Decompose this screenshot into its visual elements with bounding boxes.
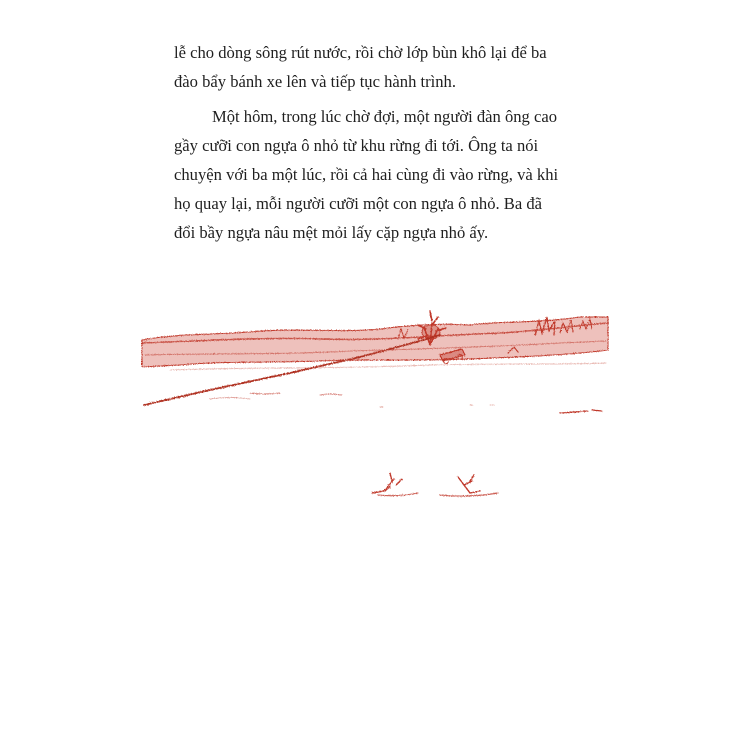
paragraph-2 (174, 102, 594, 247)
text-line: chuyện với ba một lúc, rồi cả hai cùng đi vào rừng, và khi (174, 165, 559, 184)
body-text (174, 38, 594, 247)
text-line: Một hôm, trong lúc chờ đợi, một người đàn ông cao (212, 107, 558, 126)
text-line: đổi bầy ngựa nâu mệt mỏi lấy cặp ngựa nhỏ ấy. (174, 223, 489, 242)
twig-sketch (372, 473, 402, 493)
text-line: lễ cho dòng sông rút nước, rồi chờ lớp bùn khô lại để ba (174, 43, 547, 62)
text-line: đào bẩy bánh xe lên và tiếp tục hành trình. (174, 72, 457, 91)
river-landscape-illustration (140, 295, 610, 515)
paragraph-1 (174, 38, 594, 96)
text-line: gầy cưỡi con ngựa ô nhỏ từ khu rừng đi tới. Ông ta nói (174, 136, 539, 155)
text-line: họ quay lại, mỗi người cưỡi một con ngựa ô nhỏ. Ba đã (174, 194, 543, 213)
